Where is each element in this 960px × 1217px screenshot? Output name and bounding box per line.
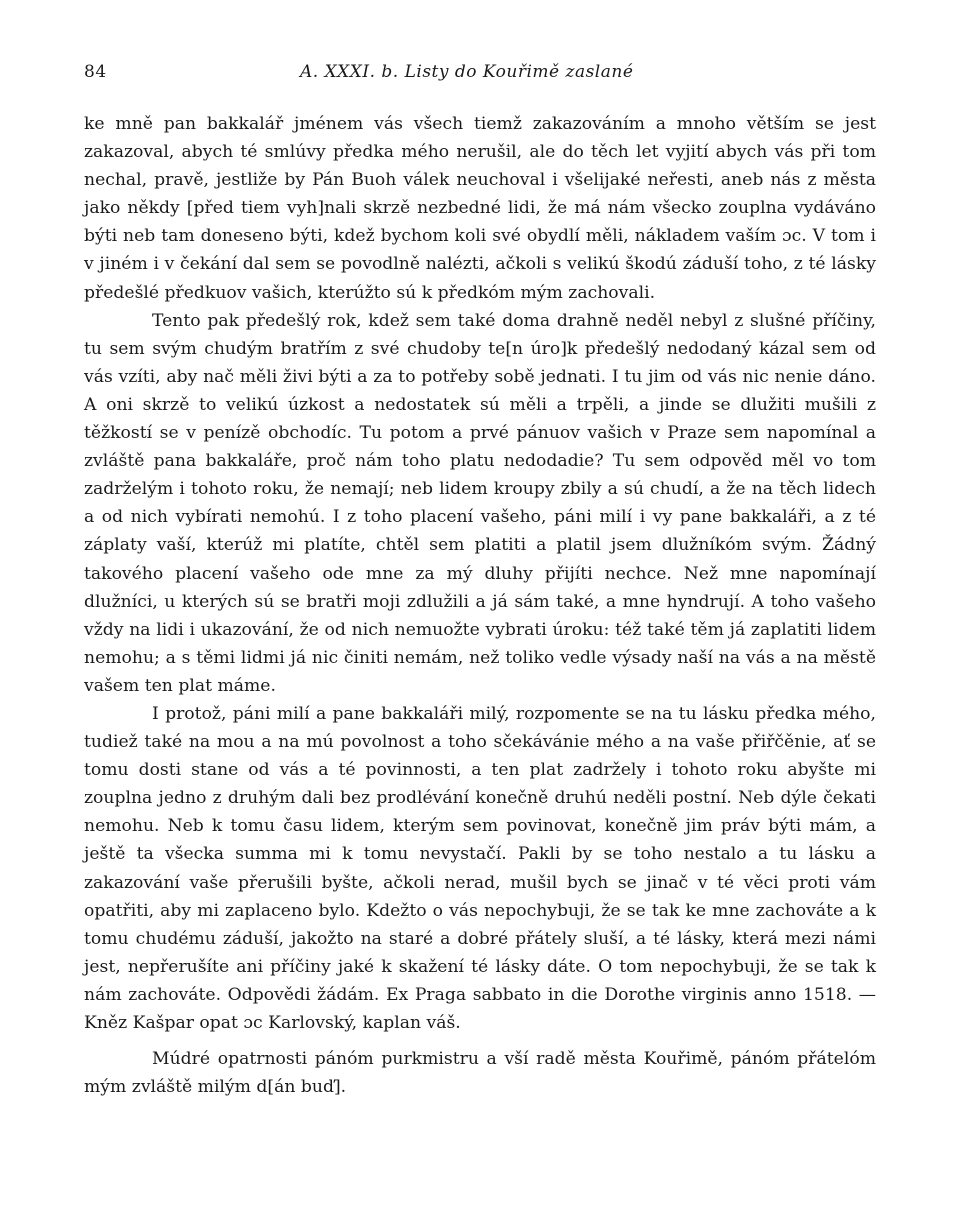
paragraph-1: ke mně pan bakkalář jménem vás všech tiemž zakazováním a mnoho větším se jest zakazoval, abych té smlúvy předka mého nerušil, ale do těch let vyjití abych vás při tom nechal, pravě, jestliže by Pán Buoh válek neuchoval i všelijaké neřesti, aneb nás z města jako někdy [před tiem vyh]nali skrzě nezbedné lidi, že má nám všecko zouplna vydáváno býti neb tam doneseno býti, kdež bychom koli své obydlí měli, nákladem vaším ɔc. V tom i v jiném i v čekání dal sem se povodlně nalézti, ačkoli s velikú škodú záduší toho, z té lásky předešlé předkuov vašich, kterúžto sú k předkóm mým zachovali.: [84, 114, 876, 303]
address-line: Múdré opatrnosti pánóm purkmistru a vší radě města Kouřimě, pánóm přátelóm mým zvláště milým d[án buď].: [84, 1049, 876, 1098]
page-number: 84: [84, 62, 107, 82]
letter-body: [84, 110, 876, 1101]
running-title: A. XXXI. b. Listy do Kouřimě zaslané: [300, 62, 634, 82]
running-header: [84, 62, 876, 88]
paragraph-2: Tento pak předešlý rok, kdež sem také doma drahně neděl nebyl z slušné příčiny, tu sem svým chudým bratřím z své chudoby te[n úro]k předešlý nedodaný kázal sem od vás vzíti, aby nač měli živi býti a za to potřeby sobě jednati. I tu jim od vás nic nenie dáno. A oni skrzě to velikú úzkost a nedostatek sú měli a trpěli, a jinde se dlužiti mušili z těžkostí se v penízě obchodíc. Tu potom a prvé pánuov vašich v Praze sem napomínal a zvláště pana bakkaláře, proč nám toho platu nedodadie? Tu sem odpověd měl vo tom zadrželým i tohoto roku, že nemají; neb lidem kroupy zbily a sú chudí, a že na těch lidech a od nich vybírati nemohú. I z toho placení vašeho, páni milí i vy pane bakkaláři, a z té záplaty vaší, kterúž mi platíte, chtěl sem platiti a platil jsem dlužníkóm svým. Žádný takového placení vašeho ode mne za mý dluhy přijíti nechce. Než mne napomínají dlužníci, u kterých sú se bratři moji zdlužili a já sám také, a mne hyndrují. A toho vašeho vždy na lidi i ukazování, že od nich nemuožte vybrati úroku: též také těm já zaplatiti lidem nemohu; a s těmi lidmi já nic činiti nemám, než toliko vedle výsady naší na vás a na městě vašem ten plat máme.: [84, 310, 876, 696]
paragraph-3: I protož, páni milí a pane bakkaláři milý, rozpomente se na tu lásku předka mého, tudiež také na mou a na mú povolnost a toho sčekávánie mého a na vaše přiřčěnie, ať se tomu dosti stane od vás a té povinnosti, a ten plat zadržely i tohoto roku abyšte mi zouplna jedno z druhým dali bez prodlévání konečně druhú neděli postní. Neb dýle čekati nemohu. Neb k tomu času lidem, kterým sem povinovat, konečně jim práv býti mám, a ještě ta všecka summa mi k tomu nevystačí. Pakli by se toho nestalo a tu lásku a zakazování vaše přerušili byšte, ačkoli nerad, mušil bych se jinač v té věci proti vám opatřiti, aby mi zaplaceno bylo. Kdežto o vás nepochybuji, že se tak ke mne zachováte a k tomu chudému záduší, jakožto na staré a dobré přátely sluší, a té lásky, která mezi námi jest, nepřerušíte ani příčiny jaké k skažení té lásky dáte. O tom nepochybuji, že se tak k nám zachováte. Odpovědi žádám. Ex Praga sabbato in die Dorothe virginis anno 1518. — Kněz Kašpar opat ɔc Karlovský, kaplan váš.: [84, 703, 876, 1033]
